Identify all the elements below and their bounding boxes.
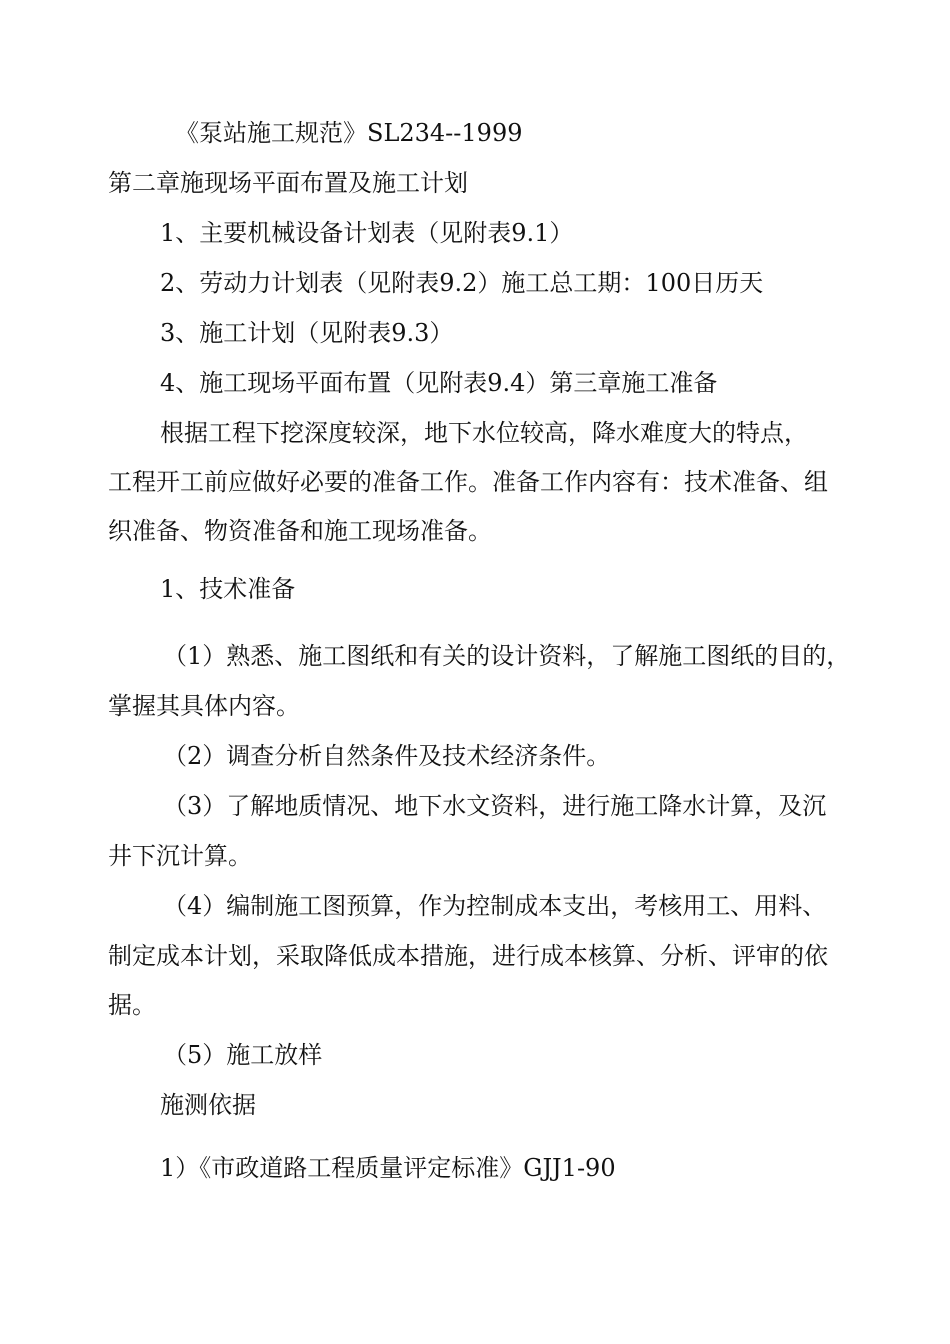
item-1-line-1: （1）熟悉、施工图纸和有关的设计资料，了解施工图纸的目的， xyxy=(163,642,851,670)
item-3-line-2: 井下沉计算。 xyxy=(108,842,252,870)
list-item-machinery-plan: 1、主要机械设备计划表（见附表9.1） xyxy=(160,219,574,247)
item-5: （5）施工放样 xyxy=(163,1041,323,1069)
item-1-line-2: 掌握其具体内容。 xyxy=(108,692,300,720)
paragraph-preparation-line-2: 工程开工前应做好必要的准备工作。准备工作内容有：技术准备、组 xyxy=(108,468,828,496)
item-2: （2）调查分析自然条件及技术经济条件。 xyxy=(163,742,611,770)
item-4-line-1: （4）编制施工图预算，作为控制成本支出，考核用工、用料、 xyxy=(163,892,827,920)
item-4-line-3: 据。 xyxy=(108,991,156,1019)
paragraph-preparation-line-3: 织准备、物资准备和施工现场准备。 xyxy=(108,517,492,545)
survey-basis-item-1: 1）《市政道路工程质量评定标准》GJJ1-90 xyxy=(160,1154,616,1182)
technical-preparation-heading: 1、技术准备 xyxy=(160,575,296,603)
list-item-site-layout: 4、施工现场平面布置（见附表9.4）第三章施工准备 xyxy=(160,369,718,397)
paragraph-preparation-line-1: 根据工程下挖深度较深，地下水位较高，降水难度大的特点， xyxy=(160,419,808,447)
item-3-line-1: （3）了解地质情况、地下水文资料，进行施工降水计算，及沉 xyxy=(163,792,827,820)
standard-reference-line: 《泵站施工规范》SL234--1999 xyxy=(175,119,523,147)
list-item-labor-plan: 2、劳动力计划表（见附表9.2）施工总工期：100日历天 xyxy=(160,269,764,297)
item-4-line-2: 制定成本计划，采取降低成本措施，进行成本核算、分析、评审的依 xyxy=(108,942,828,970)
survey-basis-heading: 施测依据 xyxy=(160,1091,256,1119)
list-item-construction-plan: 3、施工计划（见附表9.3） xyxy=(160,319,454,347)
chapter-two-heading: 第二章施现场平面布置及施工计划 xyxy=(108,169,468,197)
